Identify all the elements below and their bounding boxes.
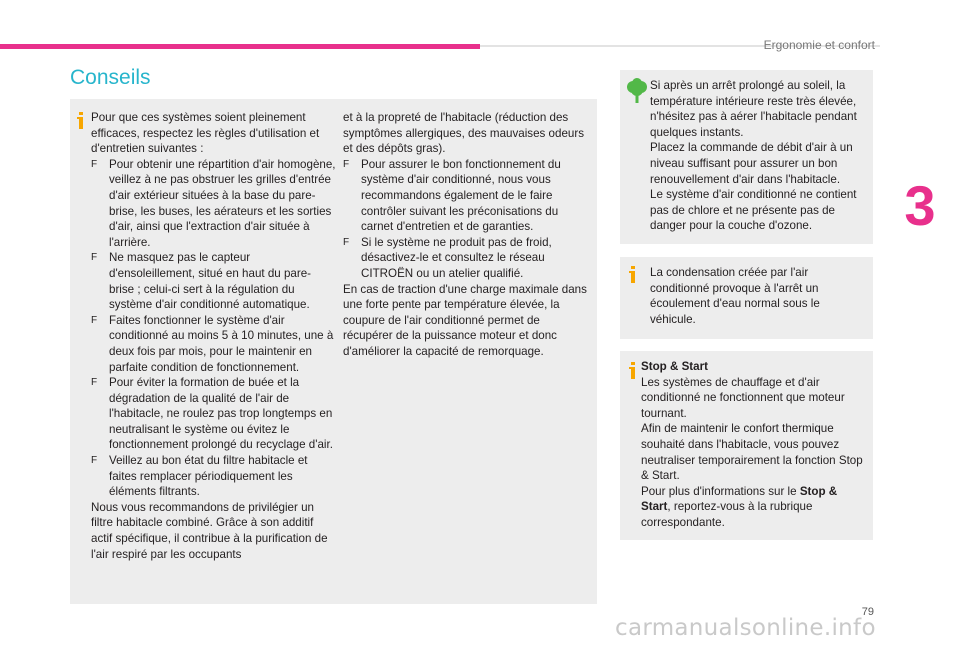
- info-icon: [628, 362, 638, 379]
- tree-icon: [626, 78, 648, 104]
- list-item: F Faites fonctionner le système d'air conditionné au moins 5 à 10 minutes, une à deux fois par mois, pour le maintenir en parfaite condition de fonctionnement.: [91, 313, 334, 374]
- condensation-text: La condensation créée par l'air conditionné provoque à l'arrêt un écoulement d'eau normal sous le véhicule.: [650, 266, 820, 326]
- section-title: Ergonomie et confort: [763, 38, 875, 52]
- tips-column-1: [91, 110, 336, 562]
- eco-paragraph: Placez la commande de débit d'air à un niveau suffisant pour assurer un bon renouvellement d'air dans l'habitacle.: [650, 141, 853, 186]
- list-item: F Pour obtenir une répartition d'air homogène, veillez à ne pas obstruer les grilles d'entrée d'air extérieur situées à la base du pare-brise, les buses, les aérateurs et les sorties d'air, ainsi que l'extraction d'air située à l'arrière.: [91, 157, 336, 249]
- stop-start-paragraph: Afin de maintenir le confort thermique souhaité dans l'habitacle, vous pouvez neutraliser temporairement la fonction Stop & Start.: [641, 422, 863, 483]
- watermark: carmanualsonline.info: [615, 615, 876, 641]
- tips-intro: Pour que ces systèmes soient pleinement efficaces, respectez les règles d'utilisation et d'entretien suivantes :: [91, 111, 320, 156]
- stop-start-heading: Stop & Start: [641, 360, 708, 373]
- list-item: F Ne masquez pas le capteur d'ensoleillement, situé en haut du pare-brise ; celui-ci sert à la régulation du système d'air conditionné automatique.: [91, 251, 312, 312]
- eco-paragraph: Le système d'air conditionné ne contient pas de chlore et ne présente pas de danger pour la couche d'ozone.: [650, 188, 857, 233]
- list-item: F Pour éviter la formation de buée et la dégradation de la qualité de l'air de l'habitacle, ne roulez pas trop longtemps en neutralisant le système ou évitez le fonctionnement prolongé du recyclage d'air.: [91, 376, 333, 452]
- tips-outro: Nous vous recommandons de privilégier un filtre habitacle combiné. Grâce à son additif actif spécifique, il contribue à la purification de l'air respiré par les occupants: [91, 500, 328, 561]
- list-item: F Pour assurer le bon fonctionnement du système d'air conditionné, nous vous recommandons également de le faire contrôler suivant les préconisations du carnet d'entretien et de garanties.: [343, 157, 561, 234]
- list-item: F Veillez au bon état du filtre habitacle et faites remplacer périodiquement les éléments filtrants.: [91, 454, 308, 499]
- stop-start-paragraph: Les systèmes de chauffage et d'air conditionné ne fonctionnent que moteur tournant.: [641, 375, 845, 420]
- tips-column-2: [343, 110, 588, 360]
- stop-start-paragraph: Pour plus d'informations sur le Stop & Start, reportez-vous à la rubrique correspondante.: [641, 484, 838, 529]
- chapter-number: 3: [904, 174, 936, 237]
- stop-start-text: [641, 359, 866, 531]
- list-item: F Si le système ne produit pas de froid, désactivez-le et consultez le réseau CITROËN ou un atelier qualifié.: [343, 235, 552, 280]
- tips-continued: et à la propreté de l'habitacle (réduction des symptômes allergiques, des mauvaises odeurs et des dépôts gras).: [343, 111, 585, 156]
- info-icon: [628, 266, 638, 283]
- eco-text: [650, 78, 870, 234]
- info-icon: [76, 112, 86, 129]
- eco-paragraph: Si après un arrêt prolongé au soleil, la température intérieure reste très élevée, n'hésitez pas à aérer l'habitacle pendant quelques instants.: [650, 79, 857, 139]
- page-title: Conseils: [70, 66, 151, 89]
- towing-note: En cas de traction d'une charge maximale dans une forte pente par température élevée, la coupure de l'air conditionné permet de récupérer de la puissance moteur et donc d'améliorer la capacité de remorquage.: [343, 282, 587, 358]
- page-number: 79: [861, 606, 874, 618]
